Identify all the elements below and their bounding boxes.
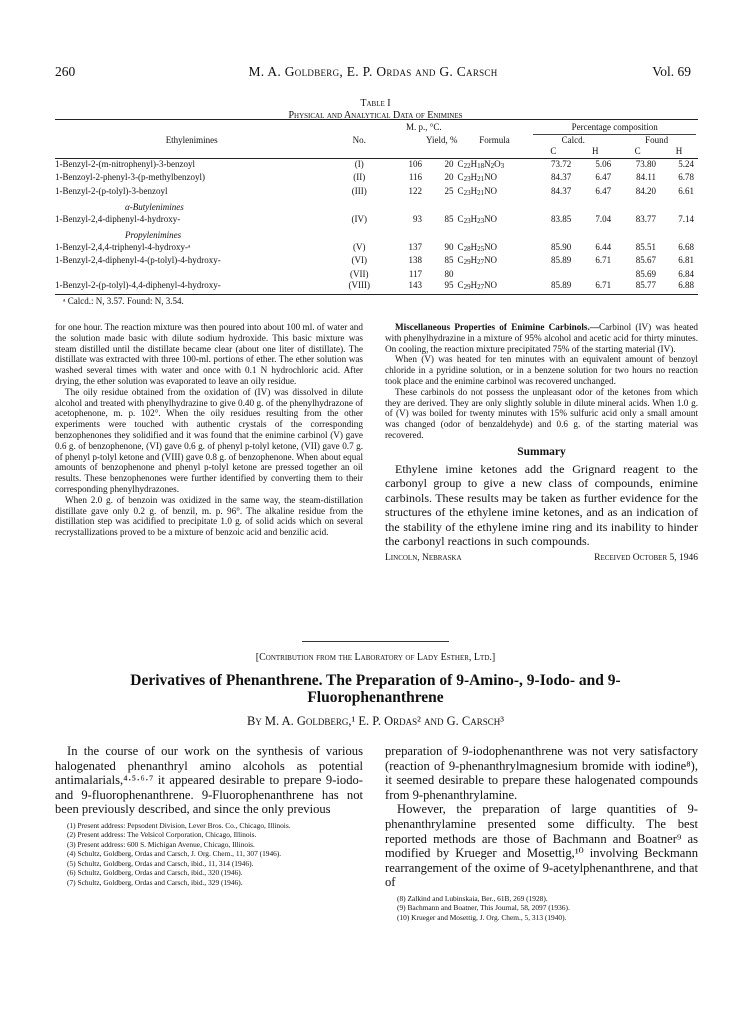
- cell-compound: 1-Benzyl-2-(p-tolyl)-3-benzoyl: [55, 185, 168, 196]
- cell-found-c: 73.80: [635, 158, 657, 169]
- footnote: (4) Schultz, Goldberg, Ordas and Carsch, J. Org. Chem., 11, 307 (1946).: [67, 849, 282, 859]
- summary-text: Ethylene imine ketones add the Grignard reagent to the carbonyl group to give a new class of compounds, enimine carbinols. These results may be taken as further evidence for the structures of the ethylene imine ketones, and as an indication of the stability of the ethylene imine ring and its inability to hinder the carbonyl reactions in such compounds.: [385, 461, 698, 549]
- cell-no: (III): [351, 185, 367, 196]
- footnote: (6) Schultz, Goldberg, Ordas and Carsch, ibid., 320 (1946).: [67, 868, 243, 878]
- body-paragraph: preparation of 9-iodophenanthrene was not very satisfactory (reaction of 9-phenanthrylmagnesium bromide with iodine⁸), it seemed desirable to prepare these halogenated compounds from 9-phenanthrylamine.: [385, 744, 698, 802]
- col-header-calcd: Calcd.: [561, 134, 585, 145]
- cell-found-h: 6.68: [678, 241, 694, 252]
- paragraph: These carbinols do not possess the unpleasant odor of the ketones from which they are derived. They are only slightly soluble in dilute mineral acids. When 1.0 g. of (V) was boiled for twenty minutes with 15% sulfuric acid only a small amount was changed (odor of benzaldehyde) and 0.6 g. of the starting material was recovered.: [385, 386, 698, 440]
- cell-calc-h: 6.71: [595, 255, 612, 265]
- cell-no: (V): [353, 241, 366, 252]
- col-header-found-h: H: [675, 146, 683, 156]
- place-label: Lincoln, Nebraska: [385, 552, 462, 563]
- footnote: (9) Bachmann and Boatner, This Journal, 58, 2097 (1936).: [397, 903, 570, 913]
- page-number: 260: [55, 64, 76, 79]
- cell-calc-c: 85.90: [551, 241, 572, 252]
- footnote: (7) Schultz, Goldberg, Ordas and Carsch, ibid., 329 (1946).: [67, 877, 243, 887]
- table-row: [55, 242, 698, 256]
- table-caption: Physical and Analytical Data of Enimines: [288, 110, 463, 121]
- col-header-yield: Yield, %: [426, 134, 458, 145]
- table-row: [55, 280, 698, 294]
- table-group-header: Propylenimines: [125, 230, 182, 240]
- cell-yield: 85: [444, 255, 454, 265]
- cell-calc-h: 7.04: [595, 213, 612, 224]
- received-date: Received October 5, 1946: [594, 552, 698, 563]
- footnote: (8) Zalkind and Lubinskaia, Ber., 61B, 269 (1928).: [397, 893, 548, 903]
- cell-mp: 138: [408, 255, 423, 265]
- paragraph: When 2.0 g. of benzoin was oxidized in the same way, the steam-distillation distillate gave only 0.2 g. of benzil, m. p. 96°. The alkaline residue from the distillation step was acidified to precipitate 1.0 g. of solid acids which on several recrystallizations proved to be a mixture of benzoic acid and benzilic acid.: [55, 494, 363, 538]
- cell-no: (IV): [351, 213, 368, 224]
- footnote: (5) Schultz, Goldberg, Ordas and Carsch, ibid., 11, 314 (1946).: [67, 858, 254, 868]
- footnote: (3) Present address: 600 S. Michigan Avenue, Chicago, Illinois.: [67, 839, 255, 849]
- cell-found-h: 6.61: [678, 185, 694, 196]
- col-header-compound: [55, 120, 328, 135]
- col-header-calc-h: H: [591, 146, 599, 156]
- body-right-column: [385, 744, 698, 922]
- cell-calc-h: 5.06: [595, 158, 612, 169]
- running-header: [55, 64, 691, 82]
- cell-compound: [55, 269, 328, 281]
- cell-formula: C29H27NO: [457, 280, 498, 291]
- cell-found-h: 6.84: [678, 268, 694, 279]
- data-table: [55, 119, 698, 307]
- footnote: (2) Present address: The Velsicol Corporation, Chicago, Illinois.: [67, 830, 257, 840]
- cell-mp: 137: [408, 241, 423, 252]
- cell-mp: 117: [408, 268, 423, 279]
- body-paragraph: However, the preparation of large quantities of 9-phenanthrylamine presented some difficulty. The best reported methods are those of Bachmann and Boatner⁹ as modified by Krueger and Mosettig,¹⁰ involving Beckmann rearrangement of the oxime of 9-acetylphenanthrene, and that of: [385, 802, 698, 890]
- cell-formula: [458, 269, 532, 281]
- cell-found-c: 85.77: [635, 280, 657, 290]
- cell-found-c: 85.67: [635, 255, 657, 265]
- cell-calc-h: 6.47: [595, 185, 612, 196]
- table-footnote: ᵃ Calcd.: N, 3.57. Found: N, 3.54.: [63, 295, 184, 306]
- cell-mp: 106: [408, 158, 423, 169]
- summary-heading: Summary: [517, 445, 566, 458]
- cell-found-h: 6.78: [678, 172, 694, 182]
- cell-compound: 1-Benzyl-2,4-diphenyl-4-(p-tolyl)-4-hydroxy-: [55, 255, 221, 265]
- cell-yield: 20: [444, 172, 454, 182]
- table-row: [55, 172, 698, 186]
- cell-calc-c: [531, 269, 575, 281]
- upper-left-column: [55, 322, 363, 538]
- cell-compound: 1-Benzyl-2,4,4-triphenyl-4-hydroxy-ᵃ: [55, 241, 191, 252]
- col-header-no: No.: [352, 134, 366, 145]
- col-header-mp: M. p., °C.: [406, 122, 442, 132]
- signature-line: [385, 553, 698, 564]
- cell-calc-c: 84.37: [551, 172, 572, 182]
- cell-found-h: 6.88: [678, 280, 694, 290]
- contribution-line: [Contribution from the Laboratory of Lady Esther, Ltd.]: [255, 652, 496, 663]
- cell-formula: C29H27NO: [457, 255, 498, 266]
- cell-compound: 1-Benzyl-2,4-diphenyl-4-hydroxy-: [55, 213, 181, 224]
- footnotes-right: [385, 894, 698, 923]
- paragraph: When (V) was heated for ten minutes with an equivalent amount of benzoyl chloride in a pyridine solution, or in a benzene solution for two hours no reaction took place and the enimine carbinol was recovered unchanged.: [385, 354, 698, 386]
- cell-found-c: 83.77: [635, 213, 657, 224]
- misc-heading: Miscellaneous Properties of Enimine Carbinols.—: [395, 322, 599, 332]
- table-label: Table I: [360, 98, 391, 109]
- cell-mp: 143: [408, 280, 423, 290]
- upper-right-column: [385, 322, 698, 563]
- volume-label: Vol. 69: [652, 64, 691, 79]
- cell-calc-h: [575, 269, 615, 281]
- footnote: (10) Krueger and Mosettig, J. Org. Chem., 5, 313 (1940).: [397, 912, 567, 922]
- cell-calc-c: 73.72: [551, 158, 572, 169]
- cell-calc-h: 6.44: [595, 241, 612, 252]
- table-row: [55, 269, 698, 281]
- cell-found-c: 85.69: [635, 268, 657, 279]
- cell-yield: 80: [444, 268, 454, 279]
- cell-mp: 116: [408, 172, 423, 182]
- cell-mp: 122: [408, 185, 423, 196]
- cell-calc-c: 85.89: [551, 255, 572, 265]
- cell-formula: C23H23NO: [457, 213, 498, 225]
- cell-found-c: 84.20: [635, 185, 657, 196]
- cell-formula: C22H18N2O3: [457, 158, 505, 170]
- table-group-header: α-Butylenimines: [125, 202, 184, 212]
- table-row: [55, 255, 698, 269]
- col-header-percentage: Percentage composition: [533, 122, 696, 135]
- cell-no: (VI): [351, 255, 368, 265]
- running-authors: M. A. Goldberg, E. P. Ordas and G. Carsch: [248, 64, 498, 79]
- paragraph: The oily residue obtained from the oxidation of (IV) was dissolved in dilute alcohol and treated with phenylhydrazine to give 0.40 g. of the phenylhydrazone of acetophenone, m. p. 102°. When the oily residues resulting from the other experiments were touched with authentic crystals of the corresponding benzophenones they solidified and it was found that the enimine carbinol (V) gave 0.6 g. of benzophenone, (VI) gave 0.6 g. of phenyl p-tolyl ketone, (VII) gave 0.7 g. of phenyl p-tolyl ketone and (VIII) gave 0.8 g. of benzophenone. When about equal amounts of benzophenone and phenyl p-tolyl ketone are pressed together an oil results. These benzophenones were further identified by converting them to their corresponding phenylhydrazones.: [55, 386, 363, 494]
- cell-compound: 1-Benzyl-2-(m-nitrophenyl)-3-benzoyl: [55, 158, 195, 169]
- cell-yield: 25: [444, 185, 454, 196]
- col-header-found-c: C: [634, 146, 641, 156]
- cell-no: (VIII): [348, 280, 371, 290]
- paragraph: for one hour. The reaction mixture was then poured into about 100 ml. of water and the solution made basic with dilute sodium hydroxide. This basic mixture was steam distilled until the distillate became clear (about one liter of distillate). The distillate was extracted with three 100-ml. portions of ether. The ether solution was washed several times with water and once with 0.1 N hydrochloric acid. After drying, the ether solution was evaporated to leave an oily residue.: [55, 322, 363, 386]
- cell-yield: 20: [444, 158, 454, 169]
- col-header-found: Found: [645, 134, 669, 145]
- table-row: [55, 186, 698, 200]
- cell-mp: 93: [413, 213, 423, 224]
- col-header-ethylenimines: Ethylenimines: [165, 134, 218, 145]
- cell-calc-h: 6.71: [595, 280, 612, 290]
- cell-compound: 1-Benzoyl-2-phenyl-3-(p-methylbenzoyl): [55, 172, 205, 182]
- cell-calc-c: 84.37: [551, 185, 572, 196]
- cell-formula: C23H21NO: [457, 185, 498, 197]
- footnote: (1) Present address: Pepsodent Division, Lever Bros. Co., Chicago, Illinois.: [67, 820, 291, 830]
- cell-calc-h: 6.47: [595, 172, 612, 182]
- table-body: [55, 158, 698, 294]
- cell-calc-c: 85.89: [551, 280, 572, 290]
- col-header-formula: Formula: [479, 134, 510, 145]
- col-header-calc-c: C: [550, 146, 557, 156]
- cell-yield: 85: [444, 213, 454, 224]
- cell-found-h: 7.14: [678, 213, 694, 224]
- cell-yield: 95: [444, 280, 454, 290]
- cell-formula: C23H21NO: [457, 172, 498, 183]
- body-paragraph: In the course of our work on the synthesis of various halogenated phenanthryl amino alcohols as potential antimalarials,⁴·⁵·⁶·⁷ it appeared desirable to prepare 9-iodo- and 9-fluorophenanthrene. 9-Fluorophenanthrene has not been previously described, and since the only previous: [55, 744, 363, 817]
- table-row: [55, 158, 698, 172]
- body-left-column: [55, 744, 363, 887]
- byline: By M. A. Goldberg,¹ E. P. Ordas² and G. Carsch³: [246, 714, 505, 728]
- section-divider: [302, 641, 449, 642]
- cell-no: (II): [353, 172, 366, 182]
- cell-no: (VII): [350, 268, 369, 279]
- footnotes-left: [55, 821, 363, 888]
- cell-found-c: 84.11: [636, 172, 657, 182]
- table-row: [55, 214, 698, 228]
- cell-found-h: 6.81: [678, 255, 694, 265]
- cell-no: (I): [354, 158, 364, 169]
- article-title: Derivatives of Phenanthrene. The Preparation of 9-Amino-, 9-Iodo- and 9-Fluorophenanthrene: [130, 672, 621, 706]
- cell-found-c: 85.51: [635, 241, 657, 252]
- cell-found-h: 5.24: [678, 158, 694, 169]
- cell-compound: 1-Benzyl-2-(p-tolyl)-4,4-diphenyl-4-hydroxy-: [55, 280, 221, 290]
- paragraph: Carbinol (IV) was heated with phenylhydrazine in a mixture of 95% alcohol and acetic acid for thirty minutes. On cooling, the reaction mixture precipitated 75% of the starting material (IV).: [385, 322, 698, 354]
- cell-yield: 90: [444, 241, 454, 252]
- cell-formula: C28H25NO: [457, 241, 498, 253]
- cell-calc-c: 83.85: [551, 213, 572, 224]
